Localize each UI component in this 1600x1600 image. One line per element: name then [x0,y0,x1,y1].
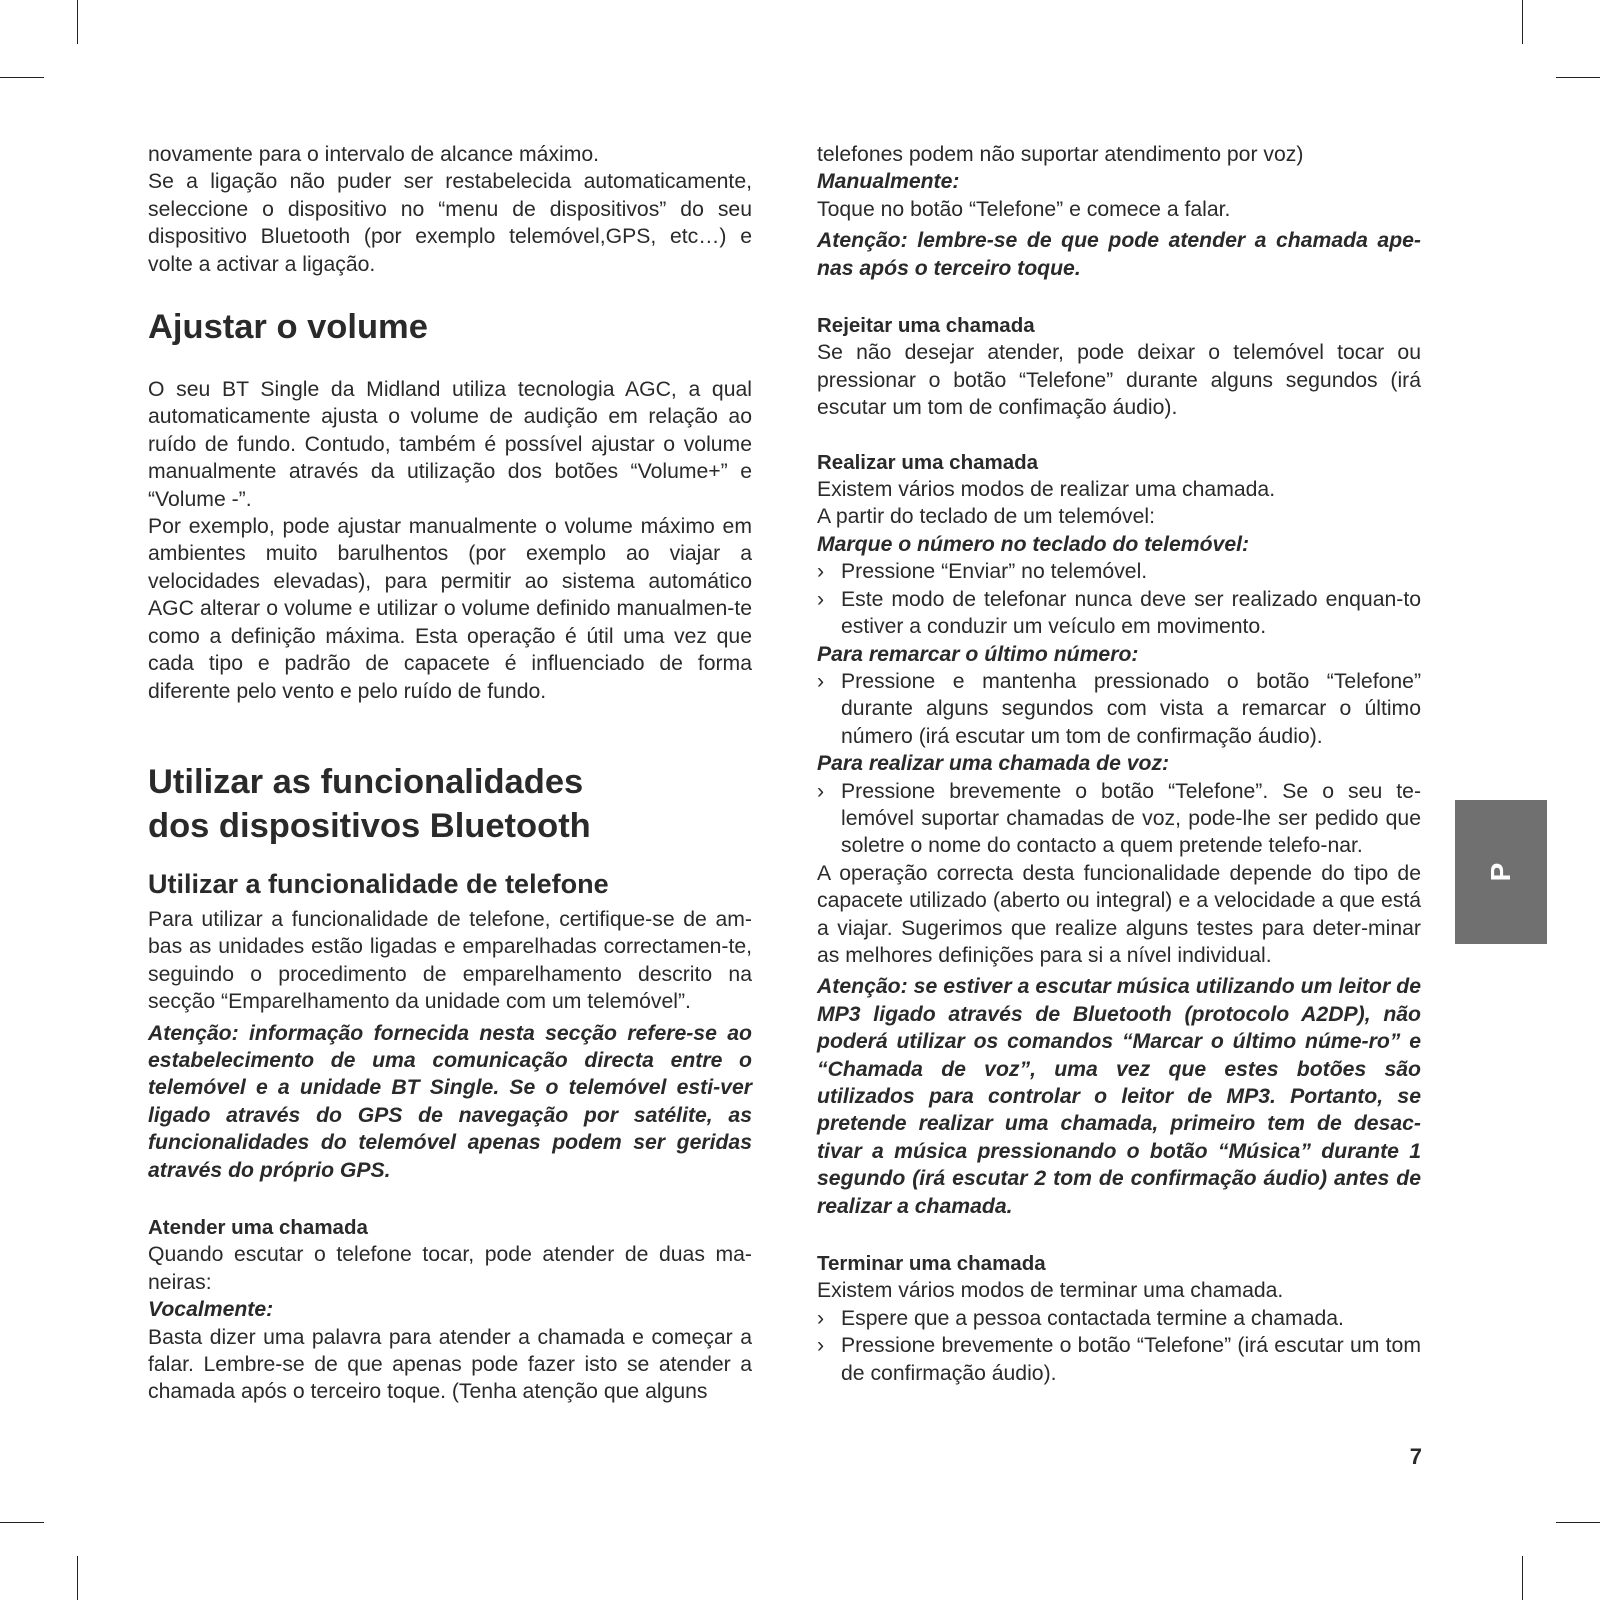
list-item-text: Pressione “Enviar” no telemóvel. [841,560,1148,584]
list-dial [817,558,1421,640]
paragraph-range: novamente para o intervalo de alcance máximo. [148,143,600,166]
crop-mark-top-right-h [1556,77,1600,78]
paragraph-voice-support: telefones podem não suportar atendimento por voz) [817,143,1304,166]
paragraph-reject-call: Se não desejar atender, pode deixar o telemóvel tocar ou pressionar o botão “Telefone” durante alguns segundos (irá escutar um tom de confimação áudio). [817,341,1421,420]
page-number: 7 [1409,1444,1422,1469]
paragraph-phone-function: Para utilizar a funcionalidade de telefone, certifique-se de am-bas as unidades estão ligadas e emparelhadas correctamen-te, seguindo o procedimento de emparelhamento descrito na secção “Emparelhamento da unidade com um telemóvel”. [148,907,752,1014]
heading-adjust-volume: Ajustar o volume [148,308,428,347]
bullet-marker: › [817,587,825,611]
list-item [817,1305,1421,1332]
heading-phone-function: Utilizar a funcionalidade de telefone [148,868,609,899]
note-third-ring: Atenção: lembre-se de que pode atender a chamada ape-nas após o terceiro toque. [817,229,1421,280]
note-mp3: Atenção: se estiver a escutar música utilizando um leitor de MP3 ligado através de Bluetooth (protocolo A2DP), não poderá utilizar os comandos “Marcar o último núme-ro” e “Chamada de voz”, uma vez que estes botões são utilizados para controlar o leitor de MP3. Portanto, se pretende realizar uma chamada, primeiro tem de desac-tivar a música pressionando o botão “Música” durante 1 segundo (irá escutar 2 tom de confirmação áudio) antes de realizar a chamada. [817,975,1421,1218]
crop-mark-top-left-h [0,77,44,78]
list-voice-call [817,778,1421,860]
bullet-marker: › [817,560,825,584]
list-end-call [817,1305,1421,1387]
list-item-text: Este modo de telefonar nunca deve ser realizado enquan-to estiver a conduzir um veículo em movimento. [841,587,1421,639]
note-phone-function: Atenção: informação fornecida nesta secção refere-se ao estabelecimento de uma comunicação directa entre o telemóvel e a unidade BT Single. Se o telemóvel esti-ver ligado através do GPS de navegação por satélite, as funcionalidades do telemóvel apenas podem ser geridas através do próprio GPS. [148,1021,752,1182]
bullet-marker: › [817,779,825,803]
language-tab [1455,800,1547,944]
label-redial: Para remarcar o último número: [817,642,1139,666]
heading-end-call: Terminar uma chamada [817,1252,1046,1276]
paragraph-end-call: Existem vários modos de terminar uma chamada. [817,1279,1284,1303]
label-manual: Manualmente: [817,170,960,194]
paragraph-volume-agc: O seu BT Single da Midland utiliza tecnologia AGC, a qual automaticamente ajusta o volume de audição em relação ao ruído de fundo. Contudo, também é possível ajustar o volume manualmente através da utilização dos botões “Volume+” e “Volume -”. [148,378,752,511]
crop-mark-top-right-v [1522,0,1523,44]
paragraph-keypad: A partir do teclado de um telemóvel: [817,505,1156,529]
crop-mark-bottom-right-h [1556,1522,1600,1523]
paragraph-manual: Toque no botão “Telefone” e comece a falar. [817,197,1231,221]
list-redial [817,668,1421,750]
list-item [817,586,1421,641]
label-vocal: Vocalmente: [148,1298,274,1322]
left-column [148,141,752,1406]
language-tab-label: P [1485,862,1516,882]
paragraph-make-call-modes: Existem vários modos de realizar uma chamada. [817,478,1276,502]
paragraph-answer-call: Quando escutar o telefone tocar, pode atender de duas ma-neiras: [148,1243,752,1294]
list-item-text: Pressione brevemente o botão “Telefone”. Se o seu te-lemóvel suportar chamadas de voz, pode-lhe ser pedido que soletre o nome do contacto a quem pretende telefo-nar. [841,779,1421,858]
right-column [817,141,1421,1387]
heading-reject-call: Rejeitar uma chamada [817,314,1035,338]
list-item-text: Pressione e mantenha pressionado o botão “Telefone” durante alguns segundos com vista a remarcar o último número (irá escutar um tom de confirmação áudio). [841,669,1421,748]
heading-make-call: Realizar uma chamada [817,450,1039,474]
paragraph-vocal: Basta dizer uma palavra para atender a chamada e começar a falar. Lembre-se de que apenas pode fazer isto se atender a chamada após o terceiro toque. (Tenha atenção que alguns [148,1325,752,1404]
list-item [817,1332,1421,1387]
list-item [817,668,1421,750]
list-item-text: Pressione brevemente o botão “Telefone” (irá escutar um tom de confirmação áudio). [841,1334,1421,1385]
paragraph-volume-example: Por exemplo, pode ajustar manualmente o volume máximo em ambientes muito barulhentos (por exemplo ao viajar a velocidades elevadas), para permitir ao sistema automático AGC alterar o volume e utilizar o volume definido manualmen-te como a definição máxima. Esta operação é útil uma vez que cada tipo e padrão de capacete é influenciado de forma diferente pelo vento e pelo ruído de fundo. [148,515,752,703]
paragraph-reconnect: Se a ligação não puder ser restabelecida automaticamente, seleccione o dispositivo no “menu de dispositivos” do seu dispositivo Bluetooth (por exemplo telemóvel,GPS, etc…) e volte a activar a ligação. [148,170,752,276]
crop-mark-bottom-right-v [1522,1556,1523,1600]
heading-bluetooth-line-1: Utilizar as funcionalidades [148,762,584,801]
crop-mark-bottom-left-v [77,1556,78,1600]
list-item [817,778,1421,860]
bullet-marker: › [817,669,825,693]
list-item-text: Espere que a pessoa contactada termine a chamada. [841,1306,1344,1330]
heading-answer-call: Atender uma chamada [148,1215,368,1239]
label-voice-call: Para realizar uma chamada de voz: [817,752,1170,776]
heading-bluetooth-line-2: dos dispositivos Bluetooth [148,806,591,845]
list-item [817,558,1421,585]
crop-mark-top-left-v [77,0,78,44]
crop-mark-bottom-left-h [0,1522,44,1523]
label-dial-number: Marque o número no teclado do telemóvel: [817,532,1250,556]
bullet-marker: › [817,1306,825,1330]
bullet-marker: › [817,1334,825,1358]
heading-bluetooth-functions [148,760,752,848]
paragraph-voice-call-note: A operação correcta desta funcionalidade depende do tipo de capacete utilizado (aberto ou integral) e a velocidade a que está a viajar. Sugerimos que realize alguns testes para deter-minar as melhores definições para si a nível individual. [817,861,1421,967]
